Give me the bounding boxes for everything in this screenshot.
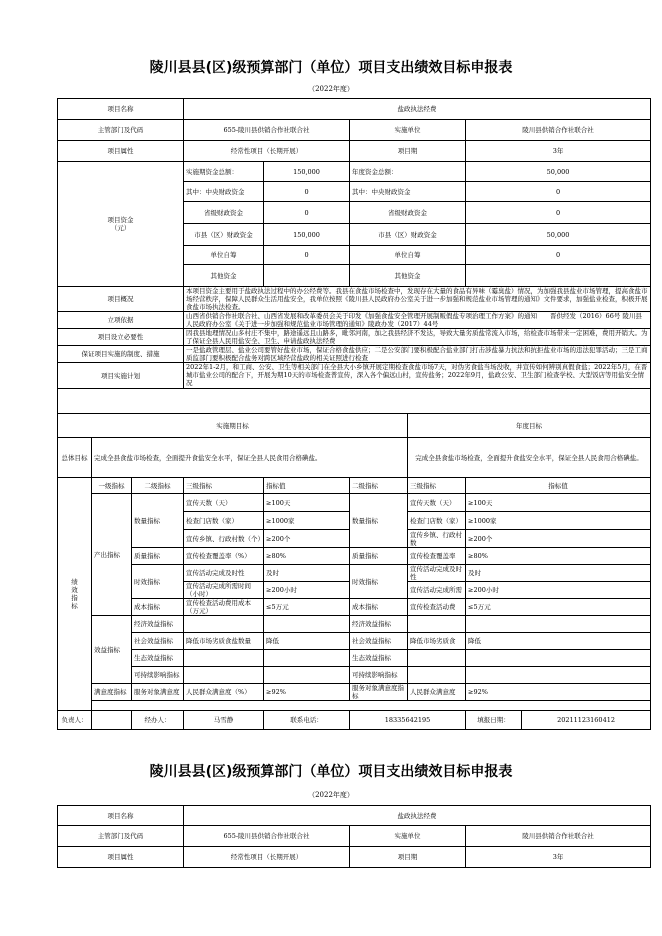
- value-header-annual: 指标值: [466, 478, 651, 494]
- year-label: （2022年度）: [308, 85, 354, 93]
- spacer-row: [92, 701, 651, 711]
- r9-value-annual: 降低: [466, 633, 651, 650]
- attr-label: 项目属性: [58, 141, 184, 162]
- r11-l3-annual: [408, 667, 466, 684]
- service-indicator-annual: 服务对象满意度指标: [350, 684, 408, 701]
- r6-value: ≥200小时: [264, 582, 350, 599]
- cost-indicator: 成本指标: [132, 599, 184, 616]
- qty-indicator: 数量指标: [132, 494, 184, 548]
- necessity-text: 因我县地理情况山多村庄不集中，路途遥远且山路多，毗邻河南，加之我县经济不发达，导致大量劣质盐常流入市场，给检查市场带来一定困难，费用开销大。为了保证全县人民用盐安全、卫生、申请盐政执法经费: [186, 329, 648, 345]
- city-annual-value: 50,000: [466, 224, 651, 246]
- overall-target-impl: 完成全县食盐市场检查，全面提升食盐安全水平，保证全县人民食用合格碘盐。: [92, 438, 408, 478]
- r9-l3-annual: 降低市场劣质食: [408, 633, 466, 650]
- self-label: 单位自筹: [184, 246, 264, 265]
- r1-value-annual: ≥100天: [466, 494, 651, 512]
- plan-text: 2022年1-2月，和工商、公安、卫生等相关部门在全县大小乡镇开展定期检查食盐市场7天，对伪劣食盐当场没收，并宣传如何辨别真假食盐；2022年5月，在晋城市盐业公司的配合下，开展为期10天的市场检查普宣传，深入各个偏远山村，宣传盐务；2022年9月，盐政公安、卫生部门检查学校、大型饭店等用盐安全情况: [186, 363, 648, 387]
- attr-value: 经常性项目（长期开展）: [184, 141, 350, 162]
- r11-value: [264, 667, 350, 684]
- r5-l3: 宣传活动完成及时性: [184, 565, 264, 582]
- r4-value-annual: ≥80%: [466, 548, 651, 565]
- attr-value-2: 经常性项目（长期开展）: [184, 847, 350, 868]
- central-value: 0: [264, 182, 350, 202]
- other-annual-label: 其他资金: [350, 265, 466, 287]
- eco-indicator: 生态效益指标: [132, 650, 184, 667]
- performance-table-2: [57, 805, 651, 868]
- r2-value-annual: ≥1000家: [466, 512, 651, 530]
- r3-value-annual: ≥200个: [466, 530, 651, 548]
- r3-value: ≥200个: [264, 530, 350, 548]
- period-value: 3年: [466, 141, 651, 162]
- perf-indicator-label: 绩 效 指 标: [58, 478, 92, 711]
- lvl1-header: 一级指标: [92, 478, 132, 494]
- econ-indicator: 经济效益指标: [132, 616, 184, 633]
- r7-l3: 宣传检查活动费用成本（万元）: [184, 599, 264, 616]
- project-name-label-2: 项目名称: [58, 806, 184, 826]
- self-annual-label: 单位自筹: [350, 246, 466, 265]
- funds-label: 项目资金 （元）: [58, 162, 184, 287]
- city-label: 市县（区）财政资金: [184, 224, 264, 246]
- r2-l3: 检查门店数（家）: [184, 512, 264, 530]
- sustain-indicator: 可持续影响指标: [132, 667, 184, 684]
- r7-l3-annual: 宣传检查活动费: [408, 599, 466, 616]
- basis-text: 山西省供销合作社联合社、山西省发展和改革委员会关于印发《加强食盐安全管理开展制贩假盐专项治理工作方案》的通知 晋供经发（2016）66号 陵川县人民政府办公室《关于进一步加强和规范盐业市场管理的通知》陵政办发（2017）44号: [186, 312, 642, 328]
- dept-value-2: 655-陵川县供销合作社联合社: [184, 826, 350, 847]
- r8-l3: [184, 616, 264, 633]
- dept-value: 655-陵川县供销合作社联合社: [184, 120, 350, 141]
- self-annual-value: 0: [466, 246, 651, 265]
- basis-label: 立项依据: [58, 312, 184, 329]
- page-title-2: 陵川县县(区)级预算部门（单位）项目支出绩效目标申报表: [149, 764, 513, 780]
- r2-l3-annual: 检查门店数（家）: [408, 512, 466, 530]
- time-indicator-annual: 时效指标: [350, 565, 408, 599]
- overview-label: 项目概况: [58, 287, 184, 312]
- quality-indicator-annual: 质量指标: [350, 548, 408, 565]
- r3-l3: 宣传乡镇、行政村数（个）: [184, 530, 264, 548]
- plan-label: 项目实施计划: [58, 363, 184, 389]
- annual-target-header: 年度目标: [408, 414, 651, 438]
- impl-total-label: 实施期资金总额：: [184, 162, 264, 182]
- impl-unit-value-2: 陵川县供销合作社联合社: [466, 826, 651, 847]
- r12-l3-annual: 人民群众满意度: [408, 684, 466, 701]
- r9-value: 降低: [264, 633, 350, 650]
- central-annual-label: 其中：中央财政资金: [350, 182, 466, 202]
- year-label-2: （2022年度）: [308, 791, 354, 799]
- r10-value: [264, 650, 350, 667]
- owner-label: 负责人：: [58, 711, 92, 730]
- city-annual-label: 市县（区）财政资金: [350, 224, 466, 246]
- guarantee-text: 一是盐政管理层、盐业公司要管好盐业市场，保证合格食盐供应；二是公安部门要积极配合盐业部门打击涉盐暴力抗法和抗拒盐业市场的违法犯罪活动；三是工商质监部门要积极配合盐务对跨区域经营盐政的相关证照进行检查: [186, 346, 648, 362]
- r7-value-annual: ≤5万元: [466, 599, 651, 616]
- social-indicator-annual: 社会效益指标: [350, 633, 408, 650]
- impl-unit-label-2: 实施单位: [350, 826, 466, 847]
- impl-unit-label: 实施单位: [350, 120, 466, 141]
- lvl2-header: 二级指标: [132, 478, 184, 494]
- r6-l3-annual: 宣传活动完成所需: [408, 582, 466, 599]
- r7-value: ≤5万元: [264, 599, 350, 616]
- service-indicator: 服务对象满意度: [132, 684, 184, 701]
- r5-l3-annual: 宣传活动完成及时性: [408, 565, 466, 582]
- phone-label: 联系电话：: [264, 711, 350, 730]
- guarantee-label: 保证项目实施的制度、措施: [58, 346, 184, 363]
- r10-l3-annual: [408, 650, 466, 667]
- date-label: 填报日期：: [466, 711, 522, 730]
- attr-label-2: 项目属性: [58, 847, 184, 868]
- owner-value: [92, 711, 132, 730]
- impl-total-value: 150,000: [264, 162, 350, 182]
- dept-label: 主管部门及代码: [58, 120, 184, 141]
- project-name-value-2: 盐政执法经费: [184, 806, 651, 826]
- lvl3-header-annual: 三级指标: [408, 478, 466, 494]
- overall-target-label: 总体目标: [58, 438, 92, 478]
- other-label: 其他资金: [184, 265, 264, 287]
- econ-indicator-annual: 经济效益指标: [350, 616, 408, 633]
- period-value-2: 3年: [466, 847, 651, 868]
- period-label: 项目期: [350, 141, 466, 162]
- r12-value-annual: ≥92%: [466, 684, 651, 701]
- page-title: 陵川县县(区)级预算部门（单位）项目支出绩效目标申报表: [149, 60, 513, 76]
- handler-label: 经办人：: [132, 711, 184, 730]
- handler-value: 马雪静: [184, 711, 264, 730]
- province-value: 0: [264, 202, 350, 224]
- r5-value-annual: 及时: [466, 565, 651, 582]
- overview-text: 本项目资金主要用于盐政执法过程中的办公经费等。我县在食盐市场检查中，发现存在大量的食品有异味（霉臭盐）情况，为加强我县盐业市场管理，提高食盐市场经营秩序，保障人民群众生活用盐安全，我单位按照《陵川县人民政府办公室关于进一步加强和规范盐业市场管理的通知》文件要求，加强盐业检查，积极开展食盐市场执法检查。: [186, 287, 648, 311]
- r8-value: [264, 616, 350, 633]
- r10-value-annual: [466, 650, 651, 667]
- time-indicator: 时效指标: [132, 565, 184, 599]
- r2-value: ≥1000家: [264, 512, 350, 530]
- r10-l3: [184, 650, 264, 667]
- dept-label-2: 主管部门及代码: [58, 826, 184, 847]
- blank-row: [58, 389, 651, 414]
- performance-table: [57, 98, 651, 730]
- quality-indicator: 质量指标: [132, 548, 184, 565]
- r11-value-annual: [466, 667, 651, 684]
- benefit-indicator: 效益指标: [92, 616, 132, 684]
- r8-value-annual: [466, 616, 651, 633]
- value-header: 指标值: [264, 478, 350, 494]
- r4-value: ≥80%: [264, 548, 350, 565]
- necessity-label: 项目设立必要性: [58, 329, 184, 346]
- r5-value: 及时: [264, 565, 350, 582]
- qty-indicator-annual: 数量指标: [350, 494, 408, 548]
- r9-l3: 降低市场劣质食盐数量: [184, 633, 264, 650]
- other-value: [264, 265, 350, 287]
- r6-l3: 宣传活动完成所需时间（小时）: [184, 582, 264, 599]
- social-indicator: 社会效益指标: [132, 633, 184, 650]
- r4-l3-annual: 宣传检查覆盖率: [408, 548, 466, 565]
- r3-l3-annual: 宣传乡镇、行政村数: [408, 530, 466, 548]
- lvl2-header-annual: 二级指标: [350, 478, 408, 494]
- sustain-indicator-annual: 可持续影响指标: [350, 667, 408, 684]
- province-annual-value: 0: [466, 202, 651, 224]
- project-name-label: 项目名称: [58, 99, 184, 120]
- r1-l3: 宣传天数（天）: [184, 494, 264, 512]
- province-annual-label: 省级财政资金: [350, 202, 466, 224]
- annual-total-label: 年度资金总额：: [350, 162, 466, 182]
- self-value: 0: [264, 246, 350, 265]
- project-name-value: 盐政执法经费: [184, 99, 651, 120]
- r4-l3: 宣传检查覆盖率（%）: [184, 548, 264, 565]
- r1-l3-annual: 宣传天数（天）: [408, 494, 466, 512]
- r11-l3: [184, 667, 264, 684]
- annual-total-value: 50,000: [466, 162, 651, 182]
- r12-value: ≥92%: [264, 684, 350, 701]
- lvl3-header: 三级指标: [184, 478, 264, 494]
- phone-value: 18335642195: [350, 711, 466, 730]
- province-label: 省级财政资金: [184, 202, 264, 224]
- date-value: 20211123160412: [522, 711, 651, 730]
- cost-indicator-annual: 成本指标: [350, 599, 408, 616]
- period-label-2: 项目期: [350, 847, 466, 868]
- satisfaction-indicator: 满意度指标: [92, 684, 132, 701]
- r8-l3-annual: [408, 616, 466, 633]
- central-label: 其中：中央财政资金: [184, 182, 264, 202]
- r1-value: ≥100天: [264, 494, 350, 512]
- overall-target-annual: 完成全县食盐市场检查，全面提升食盐安全水平，保证全县人民食用合格碘盐。: [408, 438, 651, 478]
- city-value: 150,000: [264, 224, 350, 246]
- impl-target-header: 实施期目标: [58, 414, 408, 438]
- impl-unit-value: 陵川县供销合作社联合社: [466, 120, 651, 141]
- r6-value-annual: ≥200小时: [466, 582, 651, 599]
- central-annual-value: 0: [466, 182, 651, 202]
- r12-l3: 人民群众满意度（%）: [184, 684, 264, 701]
- eco-indicator-annual: 生态效益指标: [350, 650, 408, 667]
- output-indicator: 产出指标: [92, 494, 132, 616]
- other-annual-value: [466, 265, 651, 287]
